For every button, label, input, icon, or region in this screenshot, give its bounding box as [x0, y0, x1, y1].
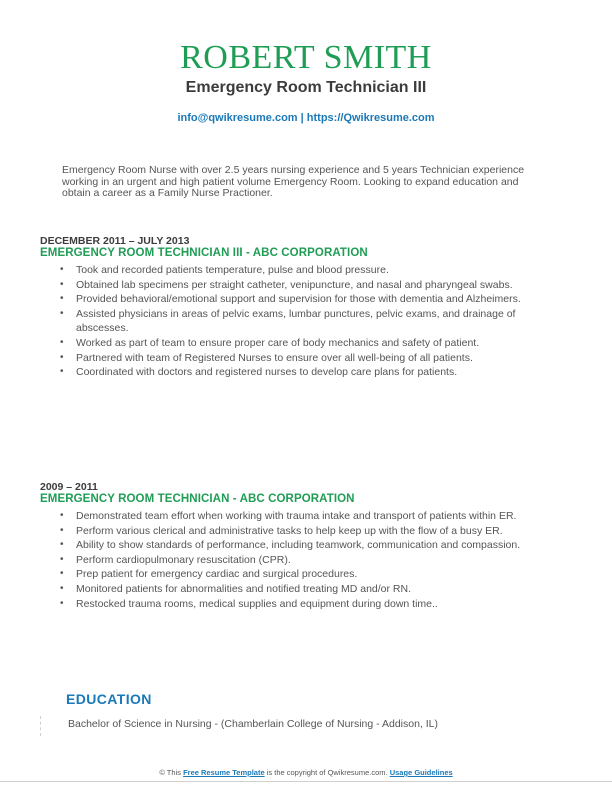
contact-separator: | [297, 112, 307, 124]
list-item [58, 524, 528, 539]
footer-copyright-text: is the copyright of Qwikresume.com. [266, 768, 388, 777]
resume-name: ROBERT SMITH [180, 39, 432, 76]
summary-paragraph: Emergency Room Nurse with over 2.5 years nursing experience and 5 years Technician experience working in an urgent and high patient volume Emergency Room. Looking to expand education and obtain a career as a Family Nurse Practioner. [62, 164, 525, 200]
email-link[interactable]: info@qwikresume.com [177, 112, 298, 124]
bullet-icon: • [60, 582, 64, 594]
list-item [58, 307, 528, 336]
job-title: EMERGENCY ROOM TECHNICIAN III - ABC CORPORATION [40, 247, 368, 259]
bullet-text: Partnered with team of Registered Nurses to ensure over all well-being of all patients. [76, 351, 473, 364]
job-bullet-list [58, 509, 528, 611]
bullet-icon: • [60, 539, 64, 551]
bullet-icon: • [60, 510, 64, 521]
list-item [58, 278, 528, 293]
bullet-icon: • [60, 568, 64, 580]
job-date: 2009 – 2011 [40, 481, 98, 493]
list-item [58, 336, 528, 351]
website-link[interactable]: https://Qwikresume.com [306, 112, 435, 124]
free-resume-template-link[interactable]: Free Resume Template [183, 768, 265, 777]
bullet-text: Worked as part of team to ensure proper care of body mechanics and safety of patient. [76, 336, 480, 349]
bullet-text: Monitored patients for abnormalities and notified treating MD and/or RN. [76, 582, 412, 595]
bullet-text: Ability to show standards of performance, including teamwork, communication and compassion. [76, 539, 521, 552]
list-item [58, 597, 528, 612]
list-item [58, 365, 528, 380]
list-item [58, 582, 528, 597]
bullet-text: Provided behavioral/emotional support and supervision for those with dementia and Alzheimers. [76, 293, 521, 306]
footer-prefix: © This [159, 768, 181, 777]
bullet-text: Demonstrated team effort when working with trauma intake and transport of patients within ER. [76, 510, 517, 522]
education-item: Bachelor of Science in Nursing - (Chamberlain College of Nursing - Addison, IL) [68, 718, 439, 730]
bullet-text: Perform various clerical and administrative tasks to help keep up with the flow of a busy ER. [76, 524, 503, 537]
list-item [58, 292, 528, 307]
list-item [58, 567, 528, 582]
contact-line [0, 111, 612, 125]
bullet-text: Assisted physicians in areas of pelvic exams, lumbar punctures, pelvic exams, and drainage of abscesses. [76, 307, 516, 335]
education-divider [40, 716, 41, 736]
list-item [58, 509, 528, 524]
bullet-icon: • [60, 293, 64, 305]
job-date: DECEMBER 2011 – JULY 2013 [40, 235, 190, 247]
bullet-text: Prep patient for emergency cardiac and surgical procedures. [76, 568, 358, 581]
list-item [58, 263, 528, 278]
list-item [58, 553, 528, 568]
bullet-text: Coordinated with doctors and registered nurses to develop care plans for patients. [76, 366, 458, 379]
usage-guidelines-link[interactable]: Usage Guidelines [389, 768, 453, 777]
footer-divider [0, 781, 612, 782]
list-item [58, 538, 528, 553]
bullet-text: Perform cardiopulmonary resuscitation (CPR). [76, 553, 291, 566]
job-bullet-list [58, 263, 528, 380]
bullet-text: Restocked trauma rooms, medical supplies and equipment during down time.. [76, 597, 438, 610]
bullet-icon: • [60, 336, 64, 348]
bullet-icon: • [60, 597, 64, 609]
bullet-icon: • [60, 351, 64, 363]
bullet-icon: • [60, 366, 64, 378]
job-title: EMERGENCY ROOM TECHNICIAN - ABC CORPORATION [40, 493, 355, 505]
bullet-icon: • [60, 278, 64, 290]
footer [0, 768, 612, 778]
bullet-icon: • [60, 553, 64, 565]
bullet-text: Took and recorded patients temperature, pulse and blood pressure. [76, 264, 389, 276]
bullet-icon: • [60, 307, 64, 319]
resume-role: Emergency Room Technician III [185, 79, 427, 96]
bullet-icon: • [60, 264, 64, 275]
bullet-icon: • [60, 524, 64, 536]
list-item [58, 351, 528, 366]
education-heading: EDUCATION [66, 691, 152, 707]
bullet-text: Obtained lab specimens per straight catheter, venipuncture, and nasal and pharyngeal swabs. [76, 278, 513, 291]
